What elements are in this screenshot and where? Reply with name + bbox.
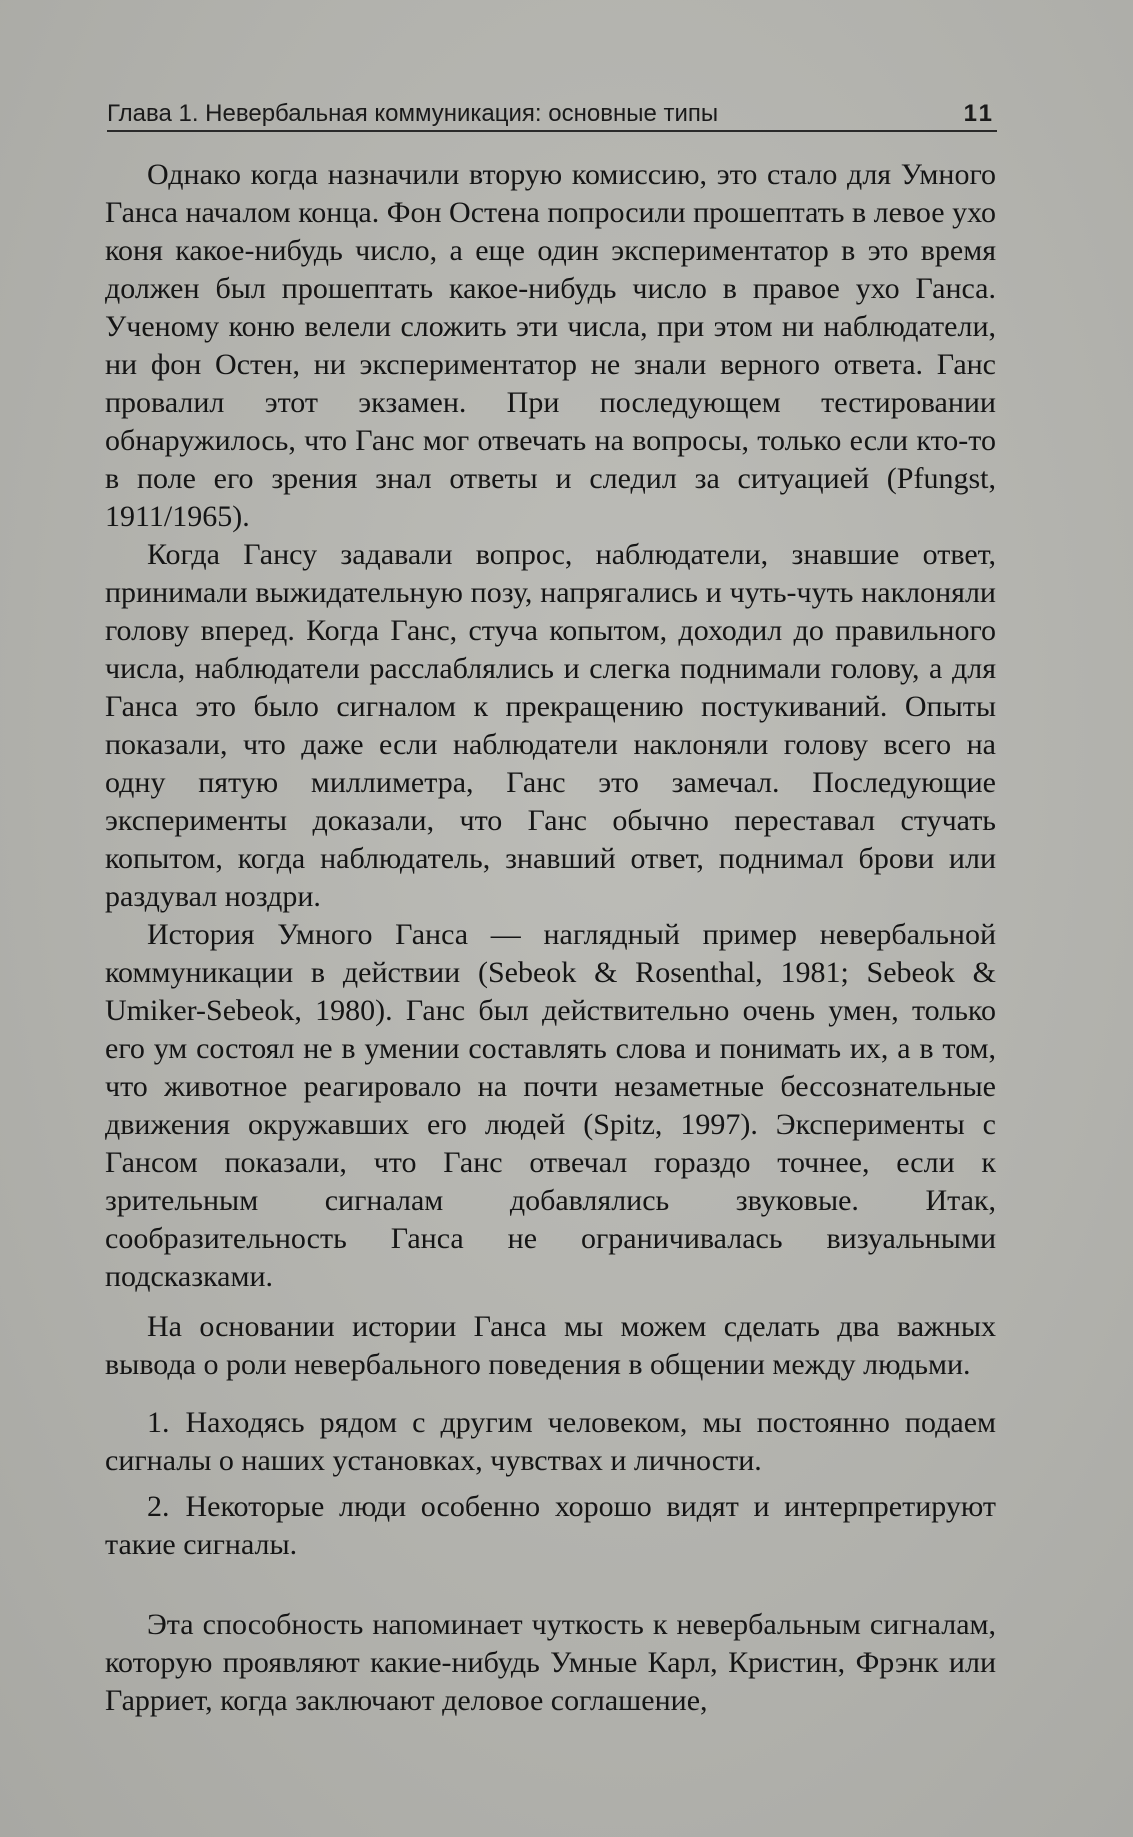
page-number: 11 <box>963 100 995 127</box>
paragraph-4: На основании истории Ганса мы можем сделать два важных вывода о роли невербального поведения в общении между людьми. <box>105 1310 996 1381</box>
closing-paragraph: Эта способность напоминает чуткость к невербальным сигналам, которую проявляют какие-нибудь Умные Карл, Кристин, Фрэнк или Гарриет, когда заключают деловое соглашение, <box>105 1608 996 1717</box>
list-item-text: Находясь рядом с другим человеком, мы постоянно подаем сигналы о наших установках, чувствах и личности. <box>105 1406 996 1477</box>
running-head <box>107 92 997 128</box>
header-rule <box>107 130 997 132</box>
chapter-title: Глава 1. Невербальная коммуникация: основные типы <box>107 100 719 127</box>
paragraph-1: Однако когда назначили вторую комиссию, это стало для Умного Ганса началом конца. Фон Остена попросили прошептать в левое ухо коня какое-нибудь число, а еще один экспериментатор в это время должен был прошептать какое-нибудь число в правое ухо Ганса. Ученому коню велели сложить эти числа, при этом ни наблюдатели, ни фон Остен, ни экспериментатор не знали верного ответа. Ганс провалил этот экзамен. При последующем тестировании обнаружилось, что Ганс мог отвечать на вопросы, только если кто-то в поле его зрения знал ответы и следил за ситуацией (Pfungst, 1911/1965). <box>105 158 996 533</box>
paragraph-3: История Умного Ганса — наглядный пример невербальной коммуникации в действии (Sebeok & Rosenthal, 1981; Sebeok & Umiker-Sebeok, 1980). Ганс был действительно очень умен, только его ум состоял не в умении составлять слова и понимать их, а в том, что животное реагировало на почти незаметные бессознательные движения окружавших его людей (Spitz, 1997). Эксперименты с Гансом показали, что Ганс отвечал гораздо точнее, если к зрительным сигналам добавлялись звуковые. Итак, сообразительность Ганса не ограничивалась визуальными подсказками. <box>105 918 996 1293</box>
list-item-text: Некоторые люди особенно хорошо видят и интерпретируют такие сигналы. <box>105 1490 996 1561</box>
list-item <box>105 1404 996 1480</box>
conclusions-list <box>105 1404 996 1564</box>
list-item <box>105 1488 996 1564</box>
paragraph-2: Когда Гансу задавали вопрос, наблюдатели, знавшие ответ, принимали выжидательную позу, напрягались и чуть-чуть наклоняли голову вперед. Когда Ганс, стуча копытом, доходил до правильного числа, наблюдатели расслаблялись и слегка поднимали голову, а для Ганса это было сигналом к прекращению постукиваний. Опыты показали, что даже если наблюдатели наклоняли голову всего на одну пятую миллиметра, Ганс это замечал. Последующие эксперименты доказали, что Ганс обычно переставал стучать копытом, когда наблюдатель, знавший ответ, поднимал брови или раздувал ноздри. <box>105 538 996 913</box>
list-item-number: 2. <box>147 1490 170 1523</box>
list-item-number: 1. <box>147 1406 170 1439</box>
body-text <box>105 156 996 1720</box>
